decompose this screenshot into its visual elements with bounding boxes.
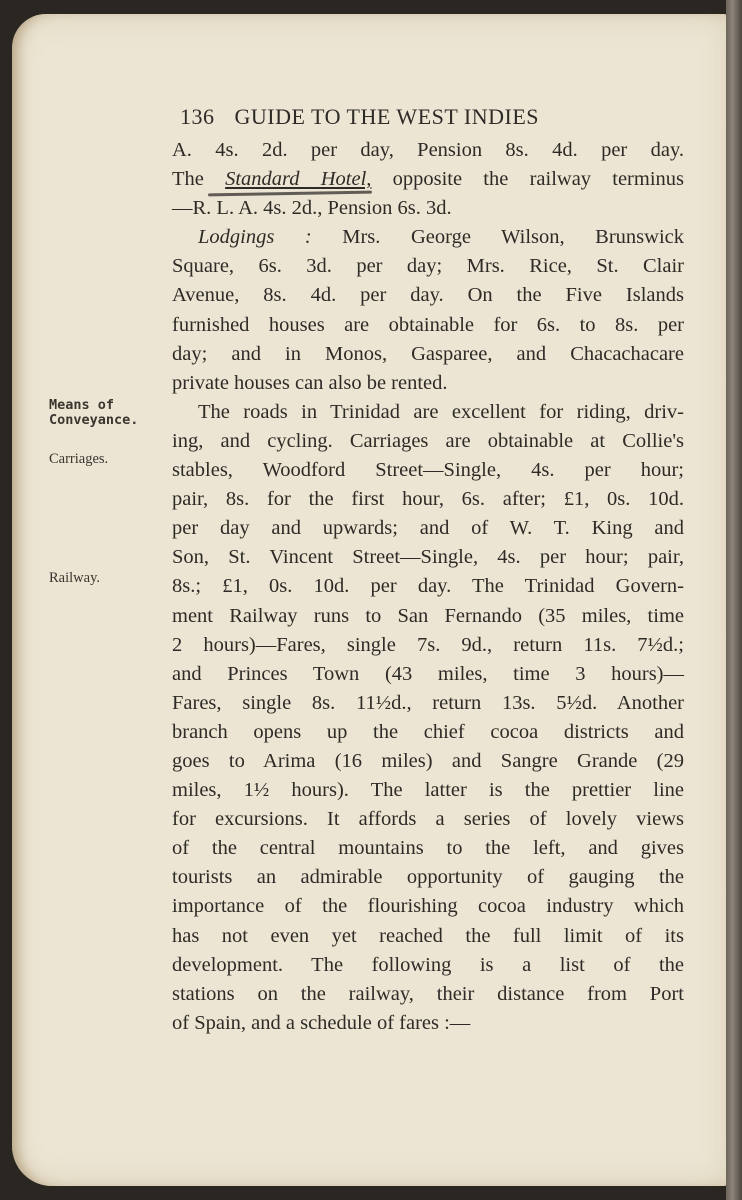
- text-line: has not even yet reached the full limit of its: [172, 924, 684, 947]
- text-run: The: [172, 168, 226, 191]
- text-line: pair, 8s. for the first hour, 6s. after; £1, 0s. 10d.: [172, 488, 684, 511]
- book-fore-edge: [726, 0, 742, 1200]
- running-title: GUIDE TO THE WEST INDIES: [234, 104, 540, 129]
- text-line: 8s.; £1, 0s. 10d. per day. The Trinidad Govern-: [172, 575, 684, 598]
- text-line: 2 hours)—Fares, single 7s. 9d., return 11s. 7½d.;: [172, 633, 684, 656]
- text-line: Square, 6s. 3d. per day; Mrs. Rice, St. Clair: [172, 255, 684, 278]
- text-line: miles, 1½ hours). The latter is the prettier line: [172, 779, 684, 802]
- text-line: [172, 165, 684, 194]
- text-run: Mrs. George Wilson, Brunswick: [311, 226, 684, 249]
- text-line: private houses can also be rented.: [172, 371, 448, 394]
- text-line: tourists an admirable opportunity of gauging the: [172, 866, 684, 889]
- text-line: —R. L. A. 4s. 2d., Pension 6s. 3d.: [172, 197, 452, 220]
- text-line: furnished houses are obtainable for 6s. to 8s. per: [172, 313, 684, 336]
- text-line: stables, Woodford Street—Single, 4s. per hour;: [172, 459, 684, 482]
- text-line: Son, St. Vincent Street—Single, 4s. per hour; pair,: [172, 546, 684, 569]
- text-line: ing, and cycling. Carriages are obtainable at Collie's: [172, 429, 684, 452]
- text-line: ment Railway runs to San Fernando (35 miles, time: [172, 604, 684, 627]
- text-line: A. 4s. 2d. per day, Pension 8s. 4d. per day.: [172, 139, 684, 161]
- text-run: opposite the railway terminus: [371, 168, 684, 191]
- running-head: [180, 100, 684, 134]
- text-line: per day and upwards; and of W. T. King and: [172, 517, 684, 540]
- text-line: of Spain, and a schedule of fares :—: [172, 1011, 471, 1034]
- text-line: importance of the flourishing cocoa industry which: [172, 895, 684, 918]
- book-page: [12, 14, 728, 1186]
- margin-note-line: Conveyance.: [49, 412, 139, 428]
- margin-note-carriages: Carriages.: [49, 451, 109, 467]
- text-line: The roads in Trinidad are excellent for riding, driv-: [198, 400, 684, 423]
- text-line: Fares, single 8s. 11½d., return 13s. 5½d. Another: [172, 691, 684, 714]
- page-number: 136: [180, 104, 215, 129]
- text-line: [172, 223, 684, 252]
- text-line: branch opens up the chief cocoa districts and: [172, 720, 684, 743]
- text-line: for excursions. It affords a series of lovely views: [172, 808, 684, 831]
- hotel-name: Standard Hotel,: [225, 168, 372, 191]
- text-line: day; and in Monos, Gasparee, and Chacachacare: [172, 342, 684, 365]
- lodgings-heading: Lodgings :: [198, 226, 312, 249]
- margin-note-line: Means of: [49, 397, 115, 413]
- text-line: Avenue, 8s. 4d. per day. On the Five Islands: [172, 284, 684, 307]
- body-text: [172, 100, 684, 1038]
- text-line: of the central mountains to the left, and gives: [172, 837, 684, 860]
- text-line: stations on the railway, their distance from Port: [172, 982, 684, 1005]
- margin-note-railway: Railway.: [49, 570, 101, 586]
- text-line: and Princes Town (43 miles, time 3 hours)—: [172, 662, 684, 685]
- margin-note-means-of-conveyance: [49, 398, 138, 428]
- text-line: goes to Arima (16 miles) and Sangre Grande (29: [172, 749, 684, 772]
- text-line: development. The following is a list of the: [172, 953, 684, 976]
